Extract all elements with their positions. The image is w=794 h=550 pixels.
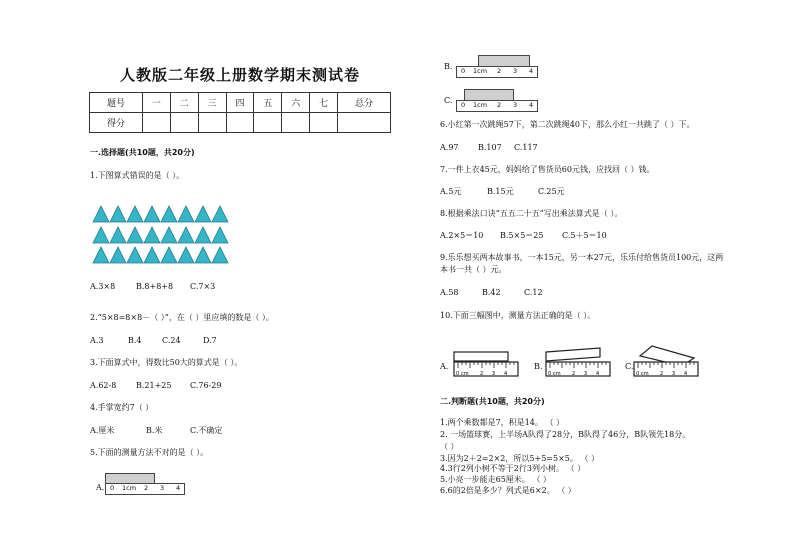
ruler-mini-label: 4 (684, 371, 688, 377)
triangle-row-3 (92, 246, 232, 264)
ruler-mini-label: 0 (636, 371, 640, 377)
score-cell[interactable] (170, 113, 198, 133)
score-table (89, 92, 391, 133)
page-title: 人教版二年级上册数学期末测试卷 (119, 66, 360, 84)
score-cell[interactable] (226, 113, 254, 133)
judge-item: 6.6的2倍是多少？列式是6×2。 （ ） (440, 486, 576, 495)
ruler-tick-label: 3 (513, 101, 518, 109)
q6-text: 6.小红第一次跳绳57下，第二次跳绳40下，那么小红一共跳了（ ）下。 (440, 120, 695, 129)
score-cell[interactable] (198, 113, 226, 133)
ruler-mini-label: cm (461, 371, 469, 377)
q7-text: 7.一件上衣45元，妈妈给了售货员60元钱，应找回（ ）钱。 (440, 165, 655, 174)
ruler-scale (456, 66, 538, 78)
score-header-cell: 五 (254, 93, 282, 113)
q4-option-c: C.不确定 (190, 426, 223, 435)
q2-option-b: B.4 (128, 336, 142, 345)
q3-text: 3.下面算式中，得数比50大的算式是（ ）。 (90, 358, 243, 367)
q6-option-b: B.107 (478, 143, 502, 152)
triangle-row-2 (92, 226, 232, 244)
ruler-mini-label: 0 (548, 371, 552, 377)
ruler-tick-label: 2 (144, 484, 149, 492)
q8-option-a: A.2×5＝10 (440, 231, 484, 240)
q3-option-b: B.21+25 (136, 381, 172, 390)
ruler-tick-label: 1cm (473, 101, 488, 109)
q2-option-a: A.3 (90, 336, 104, 345)
ruler-tick-label: 1cm (122, 484, 137, 492)
ruler-mini-label: cm (641, 371, 649, 377)
score-header-cell: 题号 (90, 93, 143, 113)
score-table-score-row (90, 113, 391, 133)
score-cell[interactable] (338, 113, 391, 133)
ruler-tick-label: 0 (461, 67, 466, 75)
section2-heading: 二.判断题(共10题，共20分) (440, 397, 545, 406)
score-cell[interactable] (282, 113, 310, 133)
ruler-tick-label: 2 (497, 67, 502, 75)
q10-option-c: C. (625, 362, 634, 371)
score-cell[interactable] (142, 113, 170, 133)
q1-option-b: B.8+8+8 (136, 282, 174, 291)
ruler-scale (105, 483, 185, 495)
score-header-cell: 二 (170, 93, 198, 113)
ruler-tick-label: 2 (497, 101, 502, 109)
ruler-mini-label: cm (553, 371, 561, 377)
ruler-tick-label: 3 (513, 67, 518, 75)
ruler-figure-c (456, 89, 540, 115)
q9-option-a: A.58 (440, 288, 459, 297)
q4-text: 4.手掌宽约7（ ） (90, 403, 154, 412)
q7-option-b: B.15元 (487, 187, 514, 196)
ruler-tick-label: 1cm (473, 67, 488, 75)
q10-option-a: A. (440, 362, 449, 371)
ruler-tick-label: 4 (529, 101, 534, 109)
q6-option-c: C.117 (514, 143, 538, 152)
q8-option-b: B.5×5＝25 (500, 231, 544, 240)
q5-option-a: A. (96, 483, 105, 492)
ruler-tick-label: 0 (110, 484, 115, 492)
ruler-photo-a (452, 348, 522, 380)
ruler-figure-a (105, 473, 185, 497)
ruler-mini-label: 4 (596, 371, 600, 377)
q1-option-a: A.3×8 (90, 282, 116, 291)
q9-text-line2: 本书一共（ ）元。 (440, 265, 507, 274)
ruler-tick-label: 4 (529, 67, 534, 75)
score-cell[interactable] (310, 113, 338, 133)
ruler-scale (456, 100, 538, 112)
q4-option-a: A.厘米 (90, 426, 115, 435)
q6-option-a: A.97 (440, 143, 459, 152)
q3-option-c: C.76-29 (190, 381, 222, 390)
judge-item: 1.两个乘数都是7，积是14。 （ ） (440, 418, 564, 427)
ruler-photo-c (632, 344, 702, 380)
ruler-mini-label: 2 (572, 371, 576, 377)
judge-item: 3.因为2＋2=2×2，所以5+5=5×5。 （ ） (440, 454, 599, 463)
q10-text: 10.下面三幅图中，测量方法正确的是（ ）。 (440, 311, 596, 320)
q8-text: 8.根据乘法口诀“五五二十五”写出乘法算式是（ ）。 (440, 209, 623, 218)
score-header-cell: 总分 (338, 93, 391, 113)
ruler-mini-label: 4 (504, 371, 508, 377)
ruler-mini-label: 3 (672, 371, 676, 377)
score-header-cell: 一 (142, 93, 170, 113)
q3-option-a: A.62-8 (90, 381, 117, 390)
ruler-mini-label: 3 (492, 371, 496, 377)
judge-item: 2. 一场篮球赛，上半场A队得了28分，B队得了46分，B队领先18分。 (440, 430, 691, 439)
ruler-photo-b (544, 346, 614, 380)
judge-item: （ ） (440, 442, 459, 451)
ruler-tick-label: 0 (461, 101, 466, 109)
q5-option-b: B. (444, 62, 453, 71)
q9-text-line1: 9.乐乐想买两本故事书，一本15元，另一本27元，乐乐付给售货员100元，这两 (440, 253, 724, 262)
judge-item: 5.小亮一步能走65厘米。 （ ） (440, 475, 551, 484)
judge-item: 4.3行2列小树不等于2行3列小树。 （ ） (440, 464, 586, 473)
score-header-cell: 七 (310, 93, 338, 113)
q5-text: 5.下面的测量方法不对的是（ ）。 (90, 448, 209, 457)
q5-option-c: C. (444, 96, 453, 105)
q9-option-c: C.12 (524, 288, 543, 297)
q1-text: 1.下图算式错误的是（ ）。 (90, 171, 185, 180)
score-cell[interactable] (254, 113, 282, 133)
ruler-tick-label: 3 (160, 484, 165, 492)
ruler-tick-label: 4 (176, 484, 181, 492)
ruler-mini-label: 2 (480, 371, 484, 377)
q7-option-c: C.25元 (538, 187, 565, 196)
ruler-figure-b (456, 55, 540, 81)
q2-text: 2.“5×8=8×8－（ ）”，在（ ）里应填的数是（ ）。 (90, 313, 274, 322)
ruler-mini-label: 2 (660, 371, 664, 377)
q4-option-b: B.米 (146, 426, 163, 435)
q10-option-b: B. (534, 362, 543, 371)
q8-option-c: C.5＋5＝10 (562, 231, 607, 240)
ruler-mini-label: 0 (456, 371, 460, 377)
q7-option-a: A.5元 (440, 187, 462, 196)
section1-heading: 一.选择题(共10题，共20分) (90, 148, 195, 157)
q1-option-c: C.7×3 (190, 282, 216, 291)
score-header-cell: 四 (226, 93, 254, 113)
score-header-cell: 六 (282, 93, 310, 113)
q2-option-d: D.7 (203, 336, 217, 345)
score-table-header-row (90, 93, 391, 113)
q2-option-c: C.24 (162, 336, 181, 345)
triangle-row-1 (92, 205, 232, 223)
ruler-mini-label: 3 (584, 371, 588, 377)
score-row-label: 得分 (90, 113, 143, 133)
q9-option-b: B.42 (482, 288, 501, 297)
score-header-cell: 三 (198, 93, 226, 113)
